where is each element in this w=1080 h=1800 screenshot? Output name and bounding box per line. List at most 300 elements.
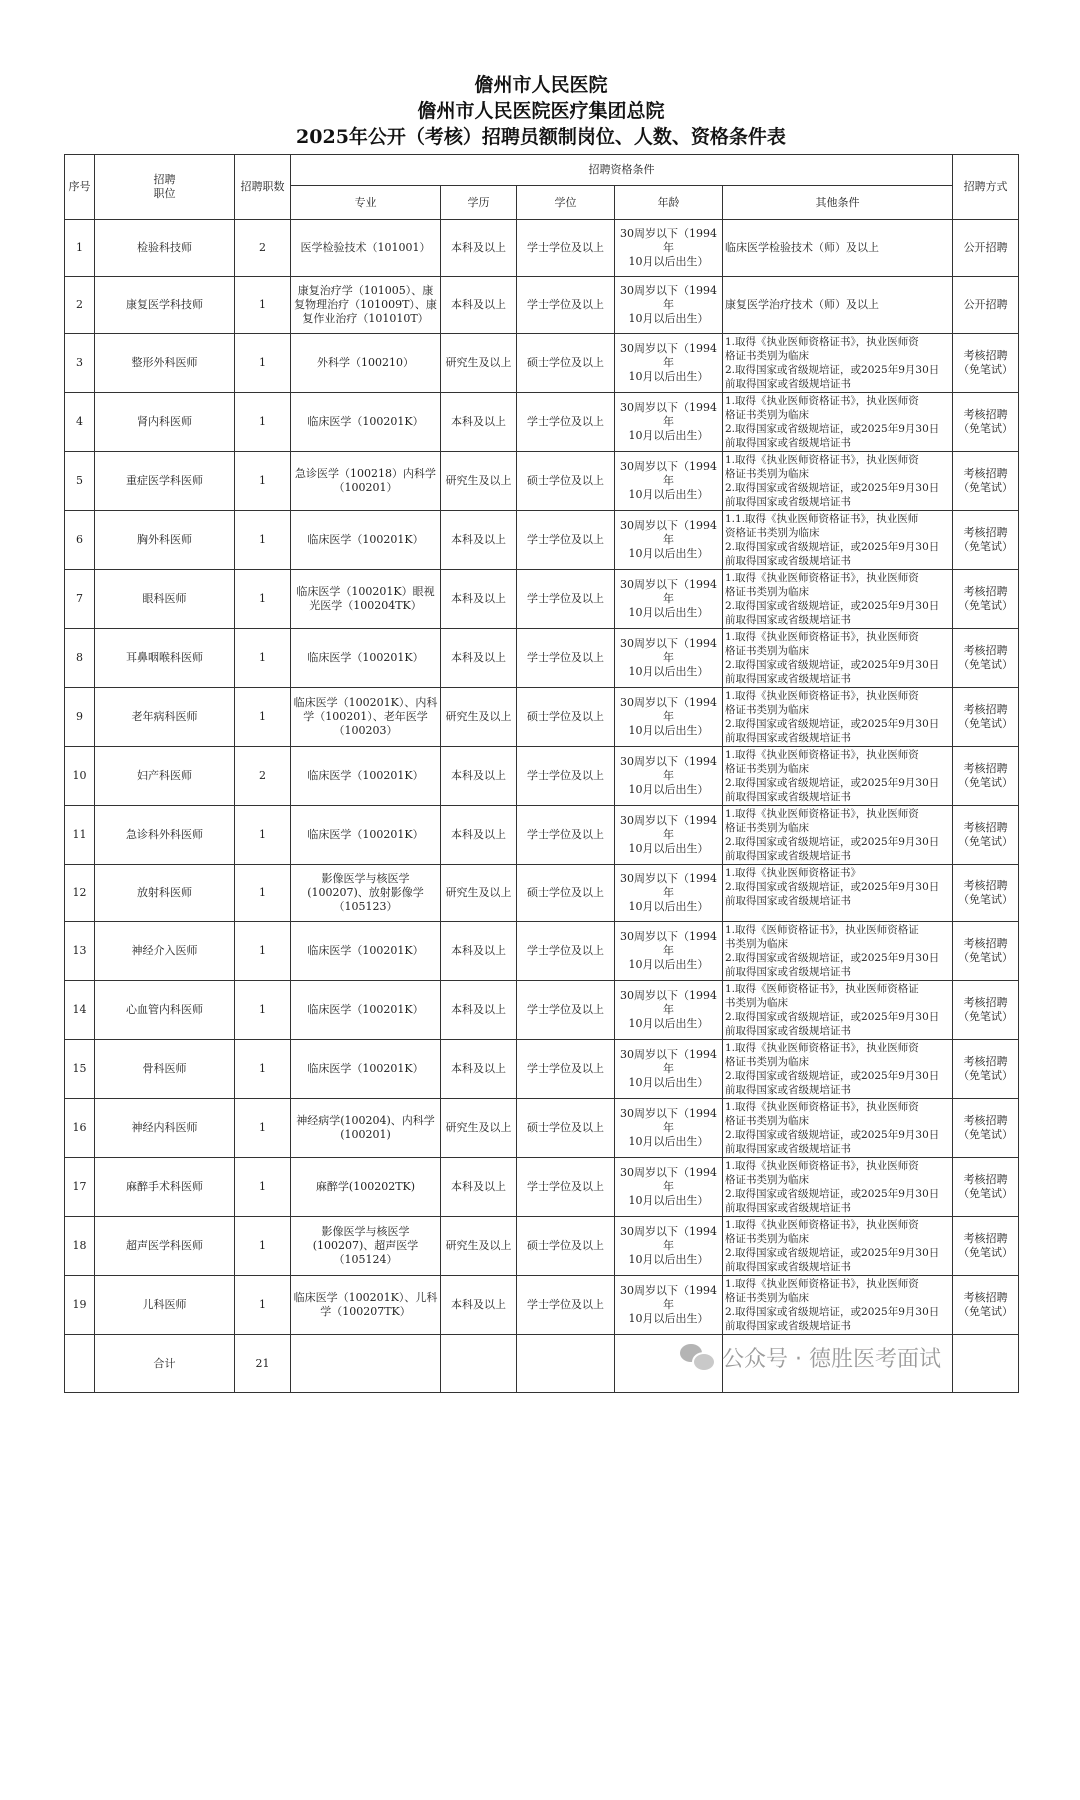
header-major: 专业 [291, 186, 441, 220]
cell-no: 14 [65, 981, 95, 1040]
cell-other [723, 688, 953, 747]
cell-other [723, 1217, 953, 1276]
condition-line: 临床医学检验技术（师）及以上 [725, 241, 879, 254]
cell-position: 放射科医师 [95, 865, 235, 922]
method-line: 考核招聘 [963, 1114, 1008, 1127]
condition-line: 前取得国家或省级规培证书 [725, 1261, 851, 1273]
document-header [64, 64, 1018, 150]
table-row [65, 1276, 1019, 1335]
condition-line: 2.取得国家或省级规培证，或2025年9月30日 [725, 423, 940, 435]
cell-degree: 学士学位及以上 [517, 1158, 615, 1217]
age-line: 30周岁以下（1994年 [620, 578, 717, 605]
watermark [680, 1340, 941, 1374]
age-line: 10月以后出生） [628, 1076, 709, 1089]
age-line: 30周岁以下（1994年 [620, 519, 717, 546]
header-position [95, 155, 235, 220]
cell-position: 肾内科医师 [95, 393, 235, 452]
cell-count: 1 [235, 981, 291, 1040]
cell-age [615, 1217, 723, 1276]
cell-other [723, 747, 953, 806]
cell-position: 妇产科医师 [95, 747, 235, 806]
cell-method [953, 452, 1019, 511]
condition-line: 1.1.取得《执业医师资格证书》，执业医师 [725, 513, 919, 525]
age-line: 30周岁以下（1994年 [620, 989, 717, 1016]
condition-line: 2.取得国家或省级规培证，或2025年9月30日 [725, 482, 940, 494]
table-row [65, 1040, 1019, 1099]
condition-line: 前取得国家或省级规培证书 [725, 895, 851, 907]
cell-no: 4 [65, 393, 95, 452]
cell-method [953, 1217, 1019, 1276]
header-age: 年龄 [615, 186, 723, 220]
condition-line: 格证书类别为临床 [725, 409, 809, 421]
condition-line: 前取得国家或省级规培证书 [725, 614, 851, 626]
header-position-line2: 职位 [153, 187, 176, 200]
age-line: 10月以后出生） [628, 1312, 709, 1325]
table-row [65, 277, 1019, 334]
condition-line: 1.取得《执业医师资格证书》，执业医师资 [725, 808, 919, 820]
cell-major: 临床医学（100201K）、内科学（100201）、老年医学（100203） [291, 688, 441, 747]
cell-position: 胸外科医师 [95, 511, 235, 570]
cell-no: 1 [65, 220, 95, 277]
cell-method [953, 334, 1019, 393]
condition-line: 2.取得国家或省级规培证，或2025年9月30日 [725, 836, 940, 848]
condition-line: 前取得国家或省级规培证书 [725, 1143, 851, 1155]
cell-count: 1 [235, 570, 291, 629]
cell-method [953, 1158, 1019, 1217]
cell-other [723, 277, 953, 334]
cell-age [615, 865, 723, 922]
cell-degree: 硕士学位及以上 [517, 688, 615, 747]
condition-line: 1.取得《执业医师资格证书》，执业医师资 [725, 395, 919, 407]
cell-position: 儿科医师 [95, 1276, 235, 1335]
cell-position: 重症医学科医师 [95, 452, 235, 511]
method-line: （免笔试） [958, 835, 1014, 848]
cell-no: 16 [65, 1099, 95, 1158]
cell-age [615, 1040, 723, 1099]
cell-degree: 学士学位及以上 [517, 511, 615, 570]
condition-line: 格证书类别为临床 [725, 645, 809, 657]
cell-count: 1 [235, 277, 291, 334]
cell-count: 1 [235, 334, 291, 393]
method-line: （免笔试） [958, 1305, 1014, 1318]
method-line: （免笔试） [958, 1010, 1014, 1023]
method-line: （免笔试） [958, 893, 1014, 906]
age-line: 30周岁以下（1994年 [620, 696, 717, 723]
condition-line: 前取得国家或省级规培证书 [725, 850, 851, 862]
condition-line: 2.取得国家或省级规培证，或2025年9月30日 [725, 952, 940, 964]
total-empty-edu [441, 1335, 517, 1393]
cell-method [953, 1099, 1019, 1158]
age-line: 10月以后出生） [628, 724, 709, 737]
age-line: 30周岁以下（1994年 [620, 814, 717, 841]
cell-education: 本科及以上 [441, 806, 517, 865]
cell-degree: 学士学位及以上 [517, 747, 615, 806]
cell-major: 医学检验技术（101001） [291, 220, 441, 277]
age-line: 10月以后出生） [628, 370, 709, 383]
cell-method [953, 981, 1019, 1040]
cell-position: 心血管内科医师 [95, 981, 235, 1040]
cell-no: 11 [65, 806, 95, 865]
condition-line: 1.取得《执业医师资格证书》，执业医师资 [725, 690, 919, 702]
condition-line: 前取得国家或省级规培证书 [725, 437, 851, 449]
cell-education: 本科及以上 [441, 1158, 517, 1217]
cell-education: 本科及以上 [441, 981, 517, 1040]
header-other: 其他条件 [723, 186, 953, 220]
cell-age [615, 1158, 723, 1217]
cell-other [723, 1099, 953, 1158]
cell-major: 影像医学与核医学(100207)、放射影像学（105123） [291, 865, 441, 922]
total-empty-degree [517, 1335, 615, 1393]
age-line: 30周岁以下（1994年 [620, 227, 717, 254]
cell-count: 1 [235, 1276, 291, 1335]
cell-major: 临床医学（100201K） [291, 981, 441, 1040]
cell-major: 临床医学（100201K） [291, 1040, 441, 1099]
table-row [65, 1158, 1019, 1217]
cell-age [615, 1276, 723, 1335]
cell-count: 1 [235, 511, 291, 570]
age-line: 30周岁以下（1994年 [620, 755, 717, 782]
cell-method [953, 393, 1019, 452]
cell-education: 本科及以上 [441, 277, 517, 334]
condition-line: 格证书类别为临床 [725, 1233, 809, 1245]
cell-no: 9 [65, 688, 95, 747]
condition-line: 1.取得《执业医师资格证书》，执业医师资 [725, 1219, 919, 1231]
cell-major: 麻醉学(100202TK) [291, 1158, 441, 1217]
table-row [65, 1099, 1019, 1158]
age-line: 10月以后出生） [628, 842, 709, 855]
cell-no: 6 [65, 511, 95, 570]
cell-count: 1 [235, 1217, 291, 1276]
table-row [65, 806, 1019, 865]
cell-position: 骨科医师 [95, 1040, 235, 1099]
header-no: 序号 [65, 155, 95, 220]
condition-line: 1.取得《执业医师资格证书》，执业医师资 [725, 572, 919, 584]
table-row [65, 393, 1019, 452]
cell-no: 10 [65, 747, 95, 806]
cell-age [615, 570, 723, 629]
total-empty-method [953, 1335, 1019, 1393]
cell-age [615, 334, 723, 393]
method-line: 考核招聘 [963, 996, 1008, 1009]
method-line: （免笔试） [958, 717, 1014, 730]
cell-major: 临床医学（100201K）、儿科学（100207TK） [291, 1276, 441, 1335]
cell-major: 影像医学与核医学(100207)、超声医学（105124） [291, 1217, 441, 1276]
cell-other [723, 922, 953, 981]
header-position-line1: 招聘 [153, 173, 176, 186]
condition-line: 格证书类别为临床 [725, 704, 809, 716]
age-line: 10月以后出生） [628, 606, 709, 619]
method-line: （免笔试） [958, 599, 1014, 612]
condition-line: 1.取得《执业医师资格证书》，执业医师资 [725, 749, 919, 761]
header-education: 学历 [441, 186, 517, 220]
cell-education: 研究生及以上 [441, 688, 517, 747]
table-row [65, 629, 1019, 688]
age-line: 10月以后出生） [628, 783, 709, 796]
age-line: 30周岁以下（1994年 [620, 930, 717, 957]
method-line: 考核招聘 [963, 526, 1008, 539]
age-line: 30周岁以下（1994年 [620, 1225, 717, 1252]
cell-method [953, 277, 1019, 334]
condition-line: 前取得国家或省级规培证书 [725, 1025, 851, 1037]
cell-other [723, 220, 953, 277]
method-line: 考核招聘 [963, 879, 1008, 892]
table-row [65, 747, 1019, 806]
condition-line: 2.取得国家或省级规培证，或2025年9月30日 [725, 1188, 940, 1200]
cell-other [723, 1040, 953, 1099]
condition-line: 2.取得国家或省级规培证，或2025年9月30日 [725, 364, 940, 376]
condition-line: 1.取得《执业医师资格证书》，执业医师资 [725, 1278, 919, 1290]
cell-method [953, 629, 1019, 688]
table-row [65, 688, 1019, 747]
cell-degree: 硕士学位及以上 [517, 452, 615, 511]
cell-age [615, 981, 723, 1040]
recruitment-table [64, 154, 1019, 1393]
cell-education: 本科及以上 [441, 220, 517, 277]
age-line: 10月以后出生） [628, 900, 709, 913]
condition-line: 格证书类别为临床 [725, 468, 809, 480]
age-line: 10月以后出生） [628, 1017, 709, 1030]
cell-education: 本科及以上 [441, 922, 517, 981]
cell-position: 急诊科外科医师 [95, 806, 235, 865]
age-line: 10月以后出生） [628, 429, 709, 442]
cell-no: 5 [65, 452, 95, 511]
cell-other [723, 511, 953, 570]
cell-position: 康复医学科技师 [95, 277, 235, 334]
age-line: 30周岁以下（1994年 [620, 1107, 717, 1134]
cell-other [723, 452, 953, 511]
cell-no: 15 [65, 1040, 95, 1099]
age-line: 30周岁以下（1994年 [620, 1166, 717, 1193]
header-degree: 学位 [517, 186, 615, 220]
cell-age [615, 277, 723, 334]
method-line: 考核招聘 [963, 1291, 1008, 1304]
cell-degree: 硕士学位及以上 [517, 1099, 615, 1158]
method-line: 考核招聘 [963, 644, 1008, 657]
age-line: 10月以后出生） [628, 958, 709, 971]
cell-no: 2 [65, 277, 95, 334]
table-row [65, 452, 1019, 511]
cell-degree: 学士学位及以上 [517, 1276, 615, 1335]
cell-education: 本科及以上 [441, 1040, 517, 1099]
cell-method [953, 865, 1019, 922]
cell-other [723, 806, 953, 865]
condition-line: 1.取得《执业医师资格证书》 [725, 867, 862, 879]
cell-other [723, 570, 953, 629]
age-line: 30周岁以下（1994年 [620, 1048, 717, 1075]
cell-degree: 硕士学位及以上 [517, 865, 615, 922]
cell-no: 18 [65, 1217, 95, 1276]
table-row [65, 220, 1019, 277]
cell-education: 研究生及以上 [441, 1217, 517, 1276]
cell-education: 研究生及以上 [441, 1099, 517, 1158]
method-line: 考核招聘 [963, 937, 1008, 950]
cell-age [615, 688, 723, 747]
method-line: 考核招聘 [963, 703, 1008, 716]
cell-position: 神经介入医师 [95, 922, 235, 981]
method-line: 考核招聘 [963, 1055, 1008, 1068]
cell-method [953, 1040, 1019, 1099]
method-line: （免笔试） [958, 776, 1014, 789]
cell-count: 1 [235, 922, 291, 981]
table-row [65, 334, 1019, 393]
condition-line: 前取得国家或省级规培证书 [725, 732, 851, 744]
method-line: （免笔试） [958, 1246, 1014, 1259]
table-body [65, 220, 1019, 1335]
cell-count: 1 [235, 806, 291, 865]
condition-line: 1.取得《执业医师资格证书》，执业医师资 [725, 631, 919, 643]
cell-other [723, 629, 953, 688]
method-line: 公开招聘 [963, 298, 1008, 311]
age-line: 10月以后出生） [628, 312, 709, 325]
cell-position: 超声医学科医师 [95, 1217, 235, 1276]
cell-count: 1 [235, 1158, 291, 1217]
method-line: 考核招聘 [963, 762, 1008, 775]
cell-major: 临床医学（100201K） [291, 511, 441, 570]
title-table: 2025年公开（考核）招聘员额制岗位、人数、资格条件表 [296, 126, 786, 148]
table-header [65, 155, 1019, 220]
cell-method [953, 922, 1019, 981]
age-line: 30周岁以下（1994年 [620, 460, 717, 487]
condition-line: 资格证书类别为临床 [725, 527, 820, 539]
cell-degree: 硕士学位及以上 [517, 334, 615, 393]
title-hospital: 儋州市人民医院 [474, 74, 608, 96]
cell-major: 神经病学(100204)、内科学(100201) [291, 1099, 441, 1158]
cell-education: 研究生及以上 [441, 334, 517, 393]
age-line: 30周岁以下（1994年 [620, 284, 717, 311]
age-line: 30周岁以下（1994年 [620, 401, 717, 428]
watermark-text: 公众号 · 德胜医考面试 [722, 1346, 941, 1372]
cell-count: 1 [235, 452, 291, 511]
table-row [65, 981, 1019, 1040]
table-row [65, 922, 1019, 981]
age-line: 30周岁以下（1994年 [620, 342, 717, 369]
table-row [65, 865, 1019, 922]
cell-count: 1 [235, 688, 291, 747]
cell-count: 2 [235, 747, 291, 806]
cell-other [723, 334, 953, 393]
cell-age [615, 806, 723, 865]
cell-major: 临床医学（100201K） [291, 629, 441, 688]
condition-line: 1.取得《执业医师资格证书》，执业医师资 [725, 336, 919, 348]
cell-position: 整形外科医师 [95, 334, 235, 393]
total-count: 21 [235, 1335, 291, 1393]
cell-age [615, 452, 723, 511]
cell-no: 12 [65, 865, 95, 922]
table-row [65, 570, 1019, 629]
cell-education: 研究生及以上 [441, 865, 517, 922]
cell-no: 3 [65, 334, 95, 393]
cell-major: 临床医学（100201K） [291, 747, 441, 806]
age-line: 10月以后出生） [628, 1194, 709, 1207]
cell-degree: 学士学位及以上 [517, 629, 615, 688]
condition-line: 前取得国家或省级规培证书 [725, 791, 851, 803]
condition-line: 前取得国家或省级规培证书 [725, 555, 851, 567]
header-method: 招聘方式 [953, 155, 1019, 220]
total-empty-major [291, 1335, 441, 1393]
condition-line: 1.取得《医师资格证书》，执业医师资格证 [725, 983, 919, 995]
cell-method [953, 747, 1019, 806]
condition-line: 格证书类别为临床 [725, 350, 809, 362]
condition-line: 格证书类别为临床 [725, 1292, 809, 1304]
age-line: 10月以后出生） [628, 547, 709, 560]
cell-age [615, 922, 723, 981]
condition-line: 格证书类别为临床 [725, 822, 809, 834]
condition-line: 2.取得国家或省级规培证，或2025年9月30日 [725, 1129, 940, 1141]
cell-no: 8 [65, 629, 95, 688]
condition-line: 2.取得国家或省级规培证，或2025年9月30日 [725, 718, 940, 730]
condition-line: 前取得国家或省级规培证书 [725, 496, 851, 508]
method-line: （免笔试） [958, 422, 1014, 435]
condition-line: 2.取得国家或省级规培证，或2025年9月30日 [725, 659, 940, 671]
age-line: 10月以后出生） [628, 1135, 709, 1148]
cell-education: 本科及以上 [441, 629, 517, 688]
method-line: 考核招聘 [963, 585, 1008, 598]
age-line: 10月以后出生） [628, 488, 709, 501]
method-line: 考核招聘 [963, 1232, 1008, 1245]
cell-education: 研究生及以上 [441, 452, 517, 511]
condition-line: 格证书类别为临床 [725, 1115, 809, 1127]
condition-line: 前取得国家或省级规培证书 [725, 1320, 851, 1332]
cell-major: 急诊医学（100218）内科学（100201） [291, 452, 441, 511]
cell-major: 外科学（100210） [291, 334, 441, 393]
cell-education: 本科及以上 [441, 747, 517, 806]
condition-line: 2.取得国家或省级规培证，或2025年9月30日 [725, 777, 940, 789]
cell-education: 本科及以上 [441, 393, 517, 452]
cell-method [953, 220, 1019, 277]
method-line: 考核招聘 [963, 467, 1008, 480]
method-line: （免笔试） [958, 1069, 1014, 1082]
total-no-cell [65, 1335, 95, 1393]
cell-method [953, 688, 1019, 747]
age-line: 10月以后出生） [628, 255, 709, 268]
cell-position: 耳鼻咽喉科医师 [95, 629, 235, 688]
table-row [65, 511, 1019, 570]
cell-method [953, 1276, 1019, 1335]
cell-degree: 学士学位及以上 [517, 393, 615, 452]
cell-major: 临床医学（100201K） [291, 806, 441, 865]
condition-line: 前取得国家或省级规培证书 [725, 1084, 851, 1096]
cell-position: 神经内科医师 [95, 1099, 235, 1158]
cell-degree: 学士学位及以上 [517, 806, 615, 865]
method-line: （免笔试） [958, 1187, 1014, 1200]
condition-line: 2.取得国家或省级规培证，或2025年9月30日 [725, 1306, 940, 1318]
condition-line: 康复医学治疗技术（师）及以上 [725, 298, 879, 311]
cell-age [615, 1099, 723, 1158]
condition-line: 2.取得国家或省级规培证，或2025年9月30日 [725, 1247, 940, 1259]
cell-no: 19 [65, 1276, 95, 1335]
cell-no: 7 [65, 570, 95, 629]
table-row [65, 1217, 1019, 1276]
condition-line: 2.取得国家或省级规培证，或2025年9月30日 [725, 541, 940, 553]
condition-line: 2.取得国家或省级规培证，或2025年9月30日 [725, 881, 940, 893]
cell-position: 麻醉手术科医师 [95, 1158, 235, 1217]
cell-position: 老年病科医师 [95, 688, 235, 747]
cell-degree: 学士学位及以上 [517, 220, 615, 277]
condition-line: 书类别为临床 [725, 938, 788, 950]
cell-other [723, 393, 953, 452]
method-line: （免笔试） [958, 363, 1014, 376]
cell-education: 本科及以上 [441, 1276, 517, 1335]
cell-method [953, 570, 1019, 629]
cell-no: 17 [65, 1158, 95, 1217]
method-line: （免笔试） [958, 951, 1014, 964]
cell-count: 1 [235, 393, 291, 452]
header-count: 招聘职数 [235, 155, 291, 220]
condition-line: 前取得国家或省级规培证书 [725, 378, 851, 390]
cell-method [953, 806, 1019, 865]
wechat-icon [680, 1342, 714, 1372]
condition-line: 格证书类别为临床 [725, 1174, 809, 1186]
